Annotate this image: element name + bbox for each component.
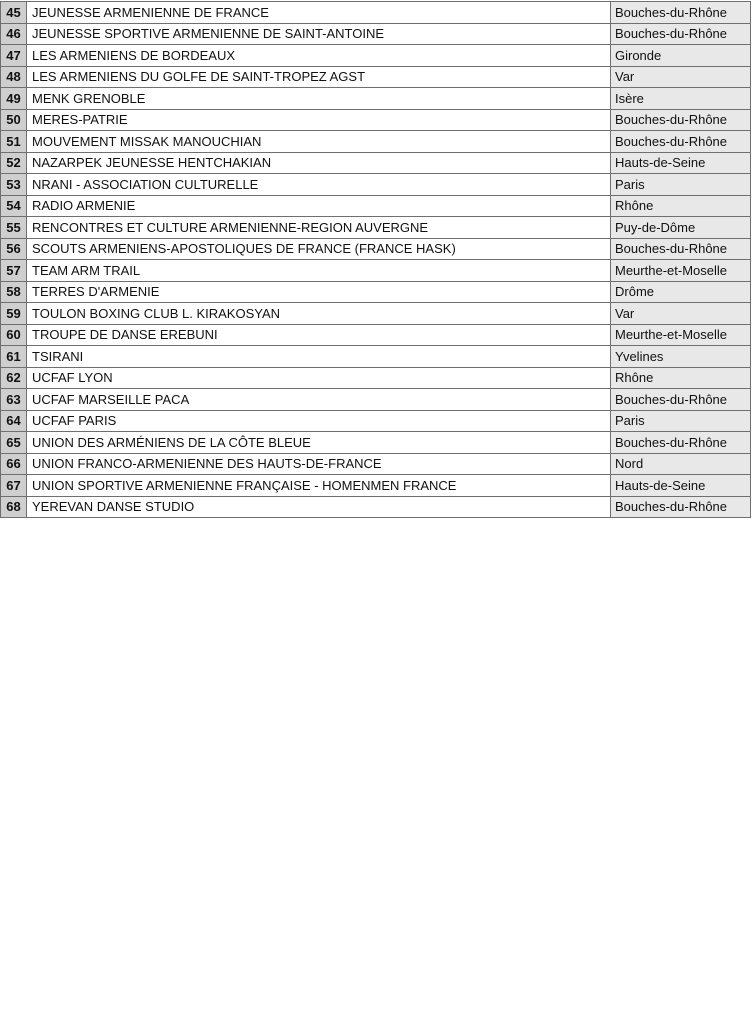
- table-row: [1, 496, 751, 518]
- department: Hauts-de-Seine: [611, 475, 751, 497]
- association-name: TSIRANI: [27, 346, 611, 368]
- row-number: 68: [1, 496, 27, 518]
- table-row: [1, 367, 751, 389]
- association-name: LES ARMENIENS DE BORDEAUX: [27, 45, 611, 67]
- department: Meurthe-et-Moselle: [611, 260, 751, 282]
- table-row: [1, 23, 751, 45]
- department: Rhône: [611, 367, 751, 389]
- department: Paris: [611, 174, 751, 196]
- row-number: 53: [1, 174, 27, 196]
- department: Var: [611, 303, 751, 325]
- table-row: [1, 281, 751, 303]
- row-number: 45: [1, 2, 27, 24]
- row-number: 47: [1, 45, 27, 67]
- table-row: [1, 109, 751, 131]
- association-name: UNION DES ARMÉNIENS DE LA CÔTE BLEUE: [27, 432, 611, 454]
- department: Bouches-du-Rhône: [611, 131, 751, 153]
- department: Bouches-du-Rhône: [611, 238, 751, 260]
- row-number: 48: [1, 66, 27, 88]
- association-name: TOULON BOXING CLUB L. KIRAKOSYAN: [27, 303, 611, 325]
- row-number: 54: [1, 195, 27, 217]
- row-number: 60: [1, 324, 27, 346]
- row-number: 62: [1, 367, 27, 389]
- association-name: NAZARPEK JEUNESSE HENTCHAKIAN: [27, 152, 611, 174]
- association-name: UNION SPORTIVE ARMENIENNE FRANÇAISE - HOMENMEN FRANCE: [27, 475, 611, 497]
- row-number: 50: [1, 109, 27, 131]
- association-name: TROUPE DE DANSE EREBUNI: [27, 324, 611, 346]
- association-name: JEUNESSE ARMENIENNE DE FRANCE: [27, 2, 611, 24]
- row-number: 63: [1, 389, 27, 411]
- table-row: [1, 45, 751, 67]
- table-row: [1, 410, 751, 432]
- row-number: 58: [1, 281, 27, 303]
- association-name: MOUVEMENT MISSAK MANOUCHIAN: [27, 131, 611, 153]
- association-name: SCOUTS ARMENIENS-APOSTOLIQUES DE FRANCE (FRANCE HASK): [27, 238, 611, 260]
- table-row: [1, 389, 751, 411]
- table-row: [1, 324, 751, 346]
- row-number: 67: [1, 475, 27, 497]
- department: Hauts-de-Seine: [611, 152, 751, 174]
- department: Bouches-du-Rhône: [611, 2, 751, 24]
- association-name: TEAM ARM TRAIL: [27, 260, 611, 282]
- department: Bouches-du-Rhône: [611, 389, 751, 411]
- department: Isère: [611, 88, 751, 110]
- department: Var: [611, 66, 751, 88]
- table-row: [1, 88, 751, 110]
- row-number: 51: [1, 131, 27, 153]
- department: Paris: [611, 410, 751, 432]
- department: Bouches-du-Rhône: [611, 109, 751, 131]
- department: Gironde: [611, 45, 751, 67]
- association-name: TERRES D'ARMENIE: [27, 281, 611, 303]
- department: Bouches-du-Rhône: [611, 432, 751, 454]
- department: Bouches-du-Rhône: [611, 23, 751, 45]
- row-number: 56: [1, 238, 27, 260]
- department: Bouches-du-Rhône: [611, 496, 751, 518]
- table-row: [1, 238, 751, 260]
- association-name: RADIO ARMENIE: [27, 195, 611, 217]
- table-row: [1, 195, 751, 217]
- table-row: [1, 432, 751, 454]
- association-name: UCFAF MARSEILLE PACA: [27, 389, 611, 411]
- association-name: JEUNESSE SPORTIVE ARMENIENNE DE SAINT-ANTOINE: [27, 23, 611, 45]
- department: Drôme: [611, 281, 751, 303]
- association-name: YEREVAN DANSE STUDIO: [27, 496, 611, 518]
- row-number: 65: [1, 432, 27, 454]
- department: Puy-de-Dôme: [611, 217, 751, 239]
- table-row: [1, 152, 751, 174]
- association-name: UCFAF LYON: [27, 367, 611, 389]
- row-number: 61: [1, 346, 27, 368]
- association-name: RENCONTRES ET CULTURE ARMENIENNE-REGION AUVERGNE: [27, 217, 611, 239]
- table-row: [1, 346, 751, 368]
- table-row: [1, 174, 751, 196]
- row-number: 64: [1, 410, 27, 432]
- table-row: [1, 131, 751, 153]
- row-number: 57: [1, 260, 27, 282]
- table-row: [1, 217, 751, 239]
- association-name: UCFAF PARIS: [27, 410, 611, 432]
- table-row: [1, 260, 751, 282]
- association-name: NRANI - ASSOCIATION CULTURELLE: [27, 174, 611, 196]
- table-row: [1, 453, 751, 475]
- department: Nord: [611, 453, 751, 475]
- associations-table-body: [1, 2, 751, 518]
- table-row: [1, 2, 751, 24]
- table-row: [1, 66, 751, 88]
- row-number: 49: [1, 88, 27, 110]
- associations-table: [0, 1, 751, 518]
- row-number: 46: [1, 23, 27, 45]
- row-number: 59: [1, 303, 27, 325]
- association-name: UNION FRANCO-ARMENIENNE DES HAUTS-DE-FRANCE: [27, 453, 611, 475]
- association-name: LES ARMENIENS DU GOLFE DE SAINT-TROPEZ AGST: [27, 66, 611, 88]
- department: Rhône: [611, 195, 751, 217]
- department: Meurthe-et-Moselle: [611, 324, 751, 346]
- row-number: 52: [1, 152, 27, 174]
- association-name: MENK GRENOBLE: [27, 88, 611, 110]
- row-number: 66: [1, 453, 27, 475]
- department: Yvelines: [611, 346, 751, 368]
- table-row: [1, 475, 751, 497]
- table-row: [1, 303, 751, 325]
- association-name: MERES-PATRIE: [27, 109, 611, 131]
- row-number: 55: [1, 217, 27, 239]
